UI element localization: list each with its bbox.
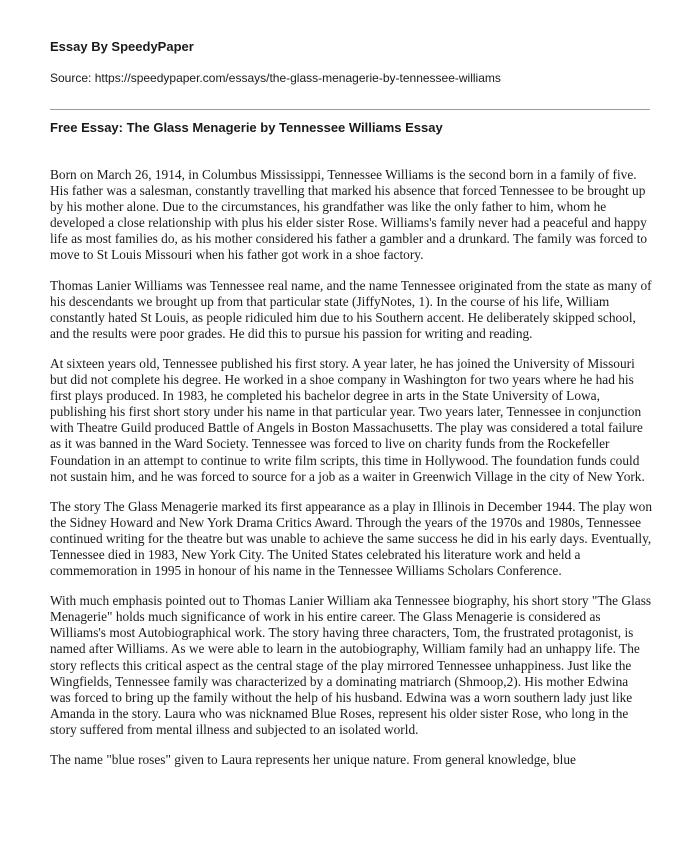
paragraph-5: With much emphasis pointed out to Thomas Lanier William aka Tennessee biography, his short story "The Glass Menagerie" holds much significance of work in his entire career. The Glass Menagerie is considered as Williams's most Autobiographical work. The story having three characters, Tom, the frustrated protagonist, is named after Williams. As we were able to learn in the autobiography, William family had an unhappy life. The story reflects this critical aspect as the central stage of the play mirrored Tennessee unhappiness. Just like the Wingfields, Tennessee family was characterized by a dominating matriarch (Shmoop,2). His mother Edwina was forced to bring up the family without the help of his husband. Edwina was a worn southern lady just like Amanda in the story. Laura who was nicknamed Blue Roses, represent his older sister Rose, who long in the story suffered from mental illness and subjected to an isolated world. bbox=[50, 593, 652, 737]
paragraph-4: The story The Glass Menagerie marked its first appearance as a play in Illinois in December 1944. The play won the Sidney Howard and New York Drama Critics Award. Through the years of the 1970s and 1980s, Tennessee continued writing for the theatre but was unable to achieve the same success he did in his early days. Eventually, Tennessee died in 1983, New York City. The United States celebrated his literature work and held a commemoration in 1995 in honour of his name in the Tennessee Williams Scholars Conference. bbox=[50, 498, 653, 579]
paragraph-2: Thomas Lanier Williams was Tennessee real name, and the name Tennessee originated from the state as many of his descendants we brought up from that particular state (JiffyNotes, 1). In the course of his life, William constantly hated St Louis, as people ridiculed him due to his Southern accent. He deliberately skipped school, and the results were poor grades. He did this to pursue his passion for writing and reading. bbox=[50, 277, 652, 341]
source-line: Source: https://speedypaper.com/essays/the-glass-menagerie-by-tennessee-williams bbox=[50, 71, 501, 85]
paragraph-1: Born on March 26, 1914, in Columbus Mississippi, Tennessee Williams is the second born in a family of five. His father was a salesman, constantly travelling that marked his absence that forced Tennessee to be brought up by his mother alone. Due to the circumstances, his grandfather was like the only father to him, whom he developed a close relationship with plus his elder sister Rose. Williams's family never had a peaceful and happy life as most families do, as his mother considered his father a gambler and a drunkard. The family was forced to move to St Louis Missouri when his father got work in a shoe factory. bbox=[50, 167, 648, 263]
paragraph-6: The name "blue roses" given to Laura represents her unique nature. From general knowledge, blue bbox=[50, 752, 576, 767]
essay-title: Free Essay: The Glass Menagerie by Tennessee Williams Essay bbox=[50, 120, 443, 135]
essay-body bbox=[50, 167, 652, 782]
header-divider bbox=[50, 109, 650, 110]
brand-heading: Essay By SpeedyPaper bbox=[50, 39, 194, 54]
paragraph-3: At sixteen years old, Tennessee published his first story. A year later, he has joined the University of Missouri but did not complete his degree. He worked in a shoe company in Washington for two years where he had his first plays produced. In 1983, he completed his bachelor degree in arts in the State University of Lowa, publishing his first short story under his name in that particular year. Two years later, Tennessee in conjunction with Theatre Guild produced Battle of Angels in Boston Massachusetts. The play was considered a total failure as it was banned in the Ward Society. Tennessee was forced to live on charity funds from the Rockefeller Foundation in an attempt to continue to write film scripts, this time in Hollywood. The foundation funds could not sustain him, and he was forced to source for a job as a waiter in Greenwich Village in the city of New York. bbox=[50, 355, 645, 484]
document-header bbox=[50, 38, 650, 86]
